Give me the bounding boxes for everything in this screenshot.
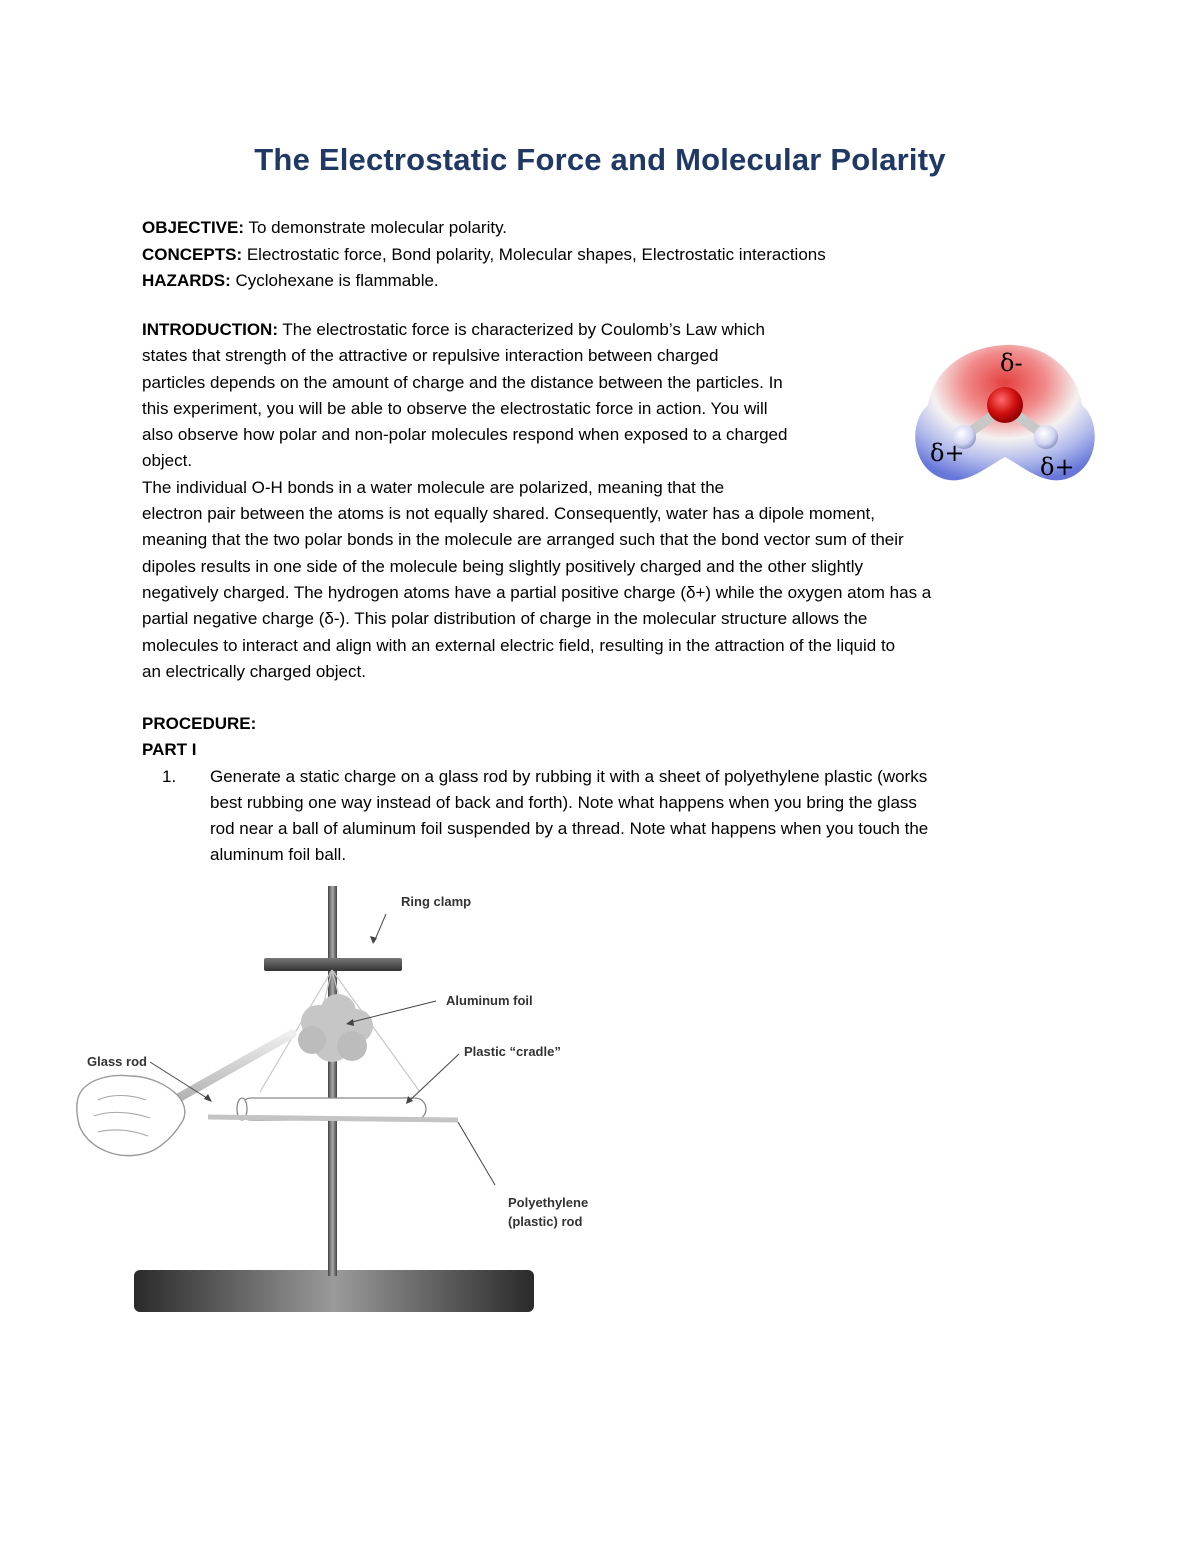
delta-plus-right-label: δ+ (1040, 453, 1075, 481)
hazards-label: HAZARDS: (142, 271, 231, 290)
hand-illustration (77, 1076, 185, 1156)
part-label: PART I (142, 740, 197, 760)
water-molecule-figure (910, 335, 1100, 490)
intro-line: meaning that the two polar bonds in the molecule are arranged such that the bond vector sum of their (142, 530, 904, 550)
intro-line: dipoles results in one side of the molecule being slightly positively charged and the other slightly (142, 556, 864, 576)
polyethylene-label-line1: Polyethylene (508, 1195, 589, 1210)
intro-line: also observe how polar and non-polar molecules respond when exposed to a charged (142, 425, 788, 445)
intro-line: object. (142, 451, 193, 471)
step-number: 1. (162, 766, 177, 786)
step-line: best rubbing one way instead of back and forth). Note what happens when you bring the glass (210, 792, 917, 812)
delta-minus-label: δ- (1000, 349, 1023, 377)
intro-line-text: The electrostatic force is characterized by Coulomb’s Law which (277, 320, 765, 339)
meta-block (142, 215, 1062, 295)
intro-line: The individual O-H bonds in a water molecule are polarized, meaning that the (142, 477, 725, 497)
ring-clamp (264, 958, 402, 971)
procedure-section (142, 711, 1067, 869)
apparatus-diagram (70, 880, 630, 1320)
procedure-steps (142, 764, 1067, 869)
intro-line: electron pair between the atoms is not equally shared. Consequently, water has a dipole moment, (142, 504, 875, 524)
intro-line: states that strength of the attractive or repulsive interaction between charged (142, 346, 719, 366)
hydrogen-atom-right (1034, 425, 1058, 449)
intro-line (142, 317, 902, 343)
oxygen-atom (987, 387, 1023, 423)
hazards-line (142, 268, 1062, 295)
step-line: Generate a static charge on a glass rod by rubbing it with a sheet of polyethylene plastic (works (210, 766, 928, 786)
stand-base (134, 1270, 534, 1312)
introduction-wide-block (142, 501, 1067, 685)
objective-label: OBJECTIVE: (142, 218, 245, 237)
stand-pole (328, 886, 337, 1276)
glass-rod-label: Glass rod (87, 1054, 147, 1069)
polyethylene-label-line2: (plastic) rod (508, 1214, 583, 1229)
concepts-line (142, 242, 1062, 269)
plastic-cradle-label: Plastic “cradle” (464, 1044, 561, 1059)
aluminum-foil-ball (298, 994, 373, 1062)
step-line: aluminum foil ball. (210, 845, 347, 865)
delta-plus-left-label: δ+ (930, 439, 965, 467)
objective-line (142, 215, 1062, 242)
aluminum-foil-label: Aluminum foil (446, 993, 533, 1008)
procedure-label: PROCEDURE: (142, 714, 257, 733)
introduction-narrow-block (142, 317, 902, 501)
intro-line: partial negative charge (δ-). This polar distribution of charge in the molecular structure allows the (142, 609, 868, 629)
ring-clamp-label: Ring clamp (401, 894, 472, 909)
intro-line: an electrically charged object. (142, 661, 366, 681)
objective-text: To demonstrate molecular polarity. (244, 218, 508, 237)
procedure-step (142, 764, 1065, 869)
intro-line: negatively charged. The hydrogen atoms have a partial positive charge (δ+) while the oxygen atom has a (142, 582, 932, 602)
page-title: The Electrostatic Force and Molecular Polarity (254, 142, 946, 177)
intro-line: particles depends on the amount of charge and the distance between the particles. In (142, 372, 783, 392)
concepts-label: CONCEPTS: (142, 244, 243, 264)
hazards-text: Cyclohexane is flammable. (230, 271, 439, 290)
concepts-text: Electrostatic force, Bond polarity, Molecular shapes, Electrostatic interactions (242, 244, 826, 264)
step-line: rod near a ball of aluminum foil suspended by a thread. Note what happens when you touch the (210, 819, 929, 839)
intro-line: this experiment, you will be able to observe the electrostatic force in action. You will (142, 398, 768, 418)
intro-line: molecules to interact and align with an external electric field, resulting in the attraction of the liquid to (142, 635, 896, 655)
polyethylene-rod (208, 1117, 458, 1120)
introduction-label: INTRODUCTION: (142, 320, 278, 339)
